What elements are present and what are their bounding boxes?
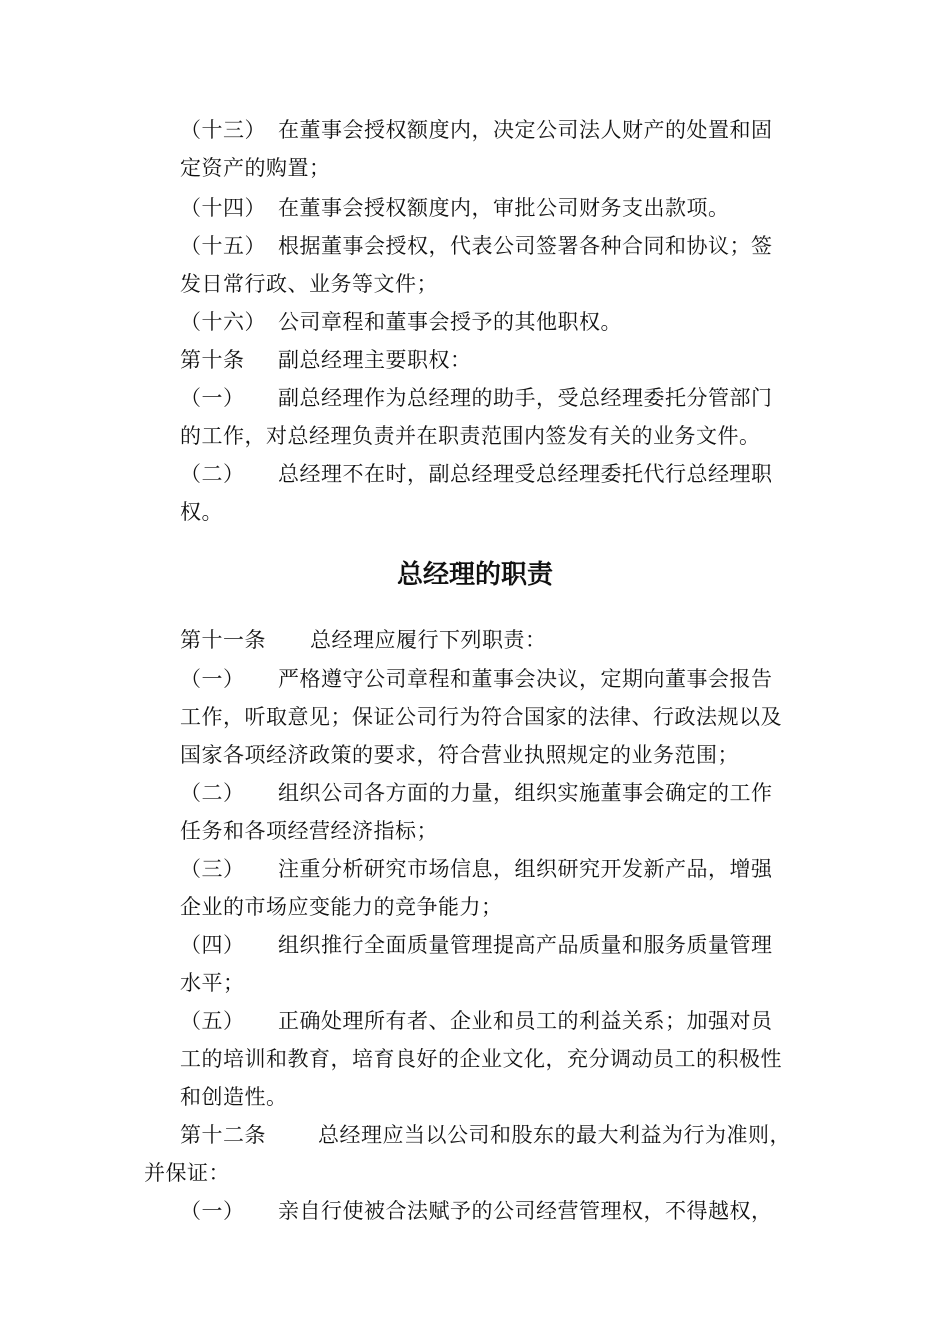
item-text: 工的培训和教育，培育良好的企业文化，充分调动员工的积极性: [180, 1047, 782, 1071]
clause-16-line-1: [180, 308, 622, 336]
clause-text: 公司章程和董事会授予的其他职权。: [278, 310, 622, 334]
item-text: 的工作，对总经理负责并在职责范围内签发有关的业务文件。: [180, 424, 761, 448]
article-marker: 第十一条: [180, 628, 266, 652]
clause-13-line-1: [180, 116, 773, 144]
item-text: 企业的市场应变能力的竞争能力；: [180, 895, 503, 919]
clause-text: 在董事会授权额度内，审批公司财务支出款项。: [278, 196, 730, 220]
article-10-item-2-line-1: [180, 460, 773, 488]
article-text: 副总经理主要职权：: [278, 348, 472, 372]
item-text: 任务和各项经营经济指标；: [180, 819, 438, 843]
item-marker: （四）: [180, 933, 245, 957]
clause-text: 在董事会授权额度内，决定公司法人财产的处置和固: [278, 118, 773, 142]
article-11-item-1-line-3: [180, 741, 739, 769]
clause-text: 定资产的购置；: [180, 156, 331, 180]
article-11-item-5-line-2: [180, 1045, 782, 1073]
clause-text: 根据董事会授权，代表公司签署各种合同和协议；签: [278, 234, 773, 258]
article-text: 并保证：: [144, 1161, 230, 1185]
item-text: 注重分析研究市场信息，组织研究开发新产品，增强: [278, 857, 773, 881]
article-12-item-1-line-1: [180, 1197, 773, 1225]
clause-14-line-1: [180, 194, 730, 222]
item-marker: （一）: [180, 386, 245, 410]
article-11-item-5-line-3: [180, 1083, 288, 1111]
article-11-item-4-line-2: [180, 969, 245, 997]
clause-marker: （十三）: [180, 118, 266, 142]
item-text: 和创造性。: [180, 1085, 288, 1109]
item-text: 亲自行使被合法赋予的公司经营管理权，不得越权，: [278, 1199, 773, 1223]
item-text: 正确处理所有者、企业和员工的利益关系；加强对员: [278, 1009, 773, 1033]
item-text: 权。: [180, 500, 223, 524]
clause-marker: （十五）: [180, 234, 266, 258]
article-10-item-1-line-1: [180, 384, 773, 412]
item-text: 国家各项经济政策的要求，符合营业执照规定的业务范围；: [180, 743, 739, 767]
article-11-item-2-line-2: [180, 817, 438, 845]
article-11-item-3-line-2: [180, 893, 503, 921]
article-12-title-line-1: [180, 1121, 791, 1149]
article-text: 总经理应履行下列职责：: [310, 628, 547, 652]
article-text: 总经理应当以公司和股东的最大利益为行为准则，: [318, 1123, 791, 1147]
article-marker: 第十条: [180, 348, 245, 372]
item-text: 组织公司各方面的力量，组织实施董事会确定的工作: [278, 781, 773, 805]
clause-text: 发日常行政、业务等文件；: [180, 272, 438, 296]
item-text: 严格遵守公司章程和董事会决议，定期向董事会报告: [278, 667, 773, 691]
article-11-item-1-line-2: [180, 703, 782, 731]
item-marker: （一）: [180, 667, 245, 691]
item-text: 总经理不在时，副总经理受总经理委托代行总经理职: [278, 462, 773, 486]
clause-15-line-2: [180, 270, 438, 298]
article-11-item-3-line-1: [180, 855, 773, 883]
article-11-item-4-line-1: [180, 931, 773, 959]
article-12-title-line-2: [144, 1159, 230, 1187]
article-10-title: [180, 346, 472, 374]
clause-marker: （十六）: [180, 310, 266, 334]
article-11-item-5-line-1: [180, 1007, 773, 1035]
clause-marker: （十四）: [180, 196, 266, 220]
clause-13-line-2: [180, 154, 331, 182]
article-10-item-2-line-2: [180, 498, 223, 526]
article-10-item-1-line-2: [180, 422, 761, 450]
article-11-item-2-line-1: [180, 779, 773, 807]
clause-15-line-1: [180, 232, 773, 260]
item-marker: （一）: [180, 1199, 245, 1223]
item-marker: （二）: [180, 462, 245, 486]
article-marker: 第十二条: [180, 1123, 266, 1147]
item-text: 副总经理作为总经理的助手，受总经理委托分管部门: [278, 386, 773, 410]
article-11-item-1-line-1: [180, 665, 773, 693]
item-marker: （三）: [180, 857, 245, 881]
article-11-title: [180, 626, 547, 654]
item-text: 组织推行全面质量管理提高产品质量和服务质量管理: [278, 933, 773, 957]
section-heading: 总经理的职责: [396, 560, 553, 590]
item-text: 水平；: [180, 971, 245, 995]
item-marker: （二）: [180, 781, 245, 805]
item-marker: （五）: [180, 1009, 245, 1033]
item-text: 工作，听取意见；保证公司行为符合国家的法律、行政法规以及: [180, 705, 782, 729]
